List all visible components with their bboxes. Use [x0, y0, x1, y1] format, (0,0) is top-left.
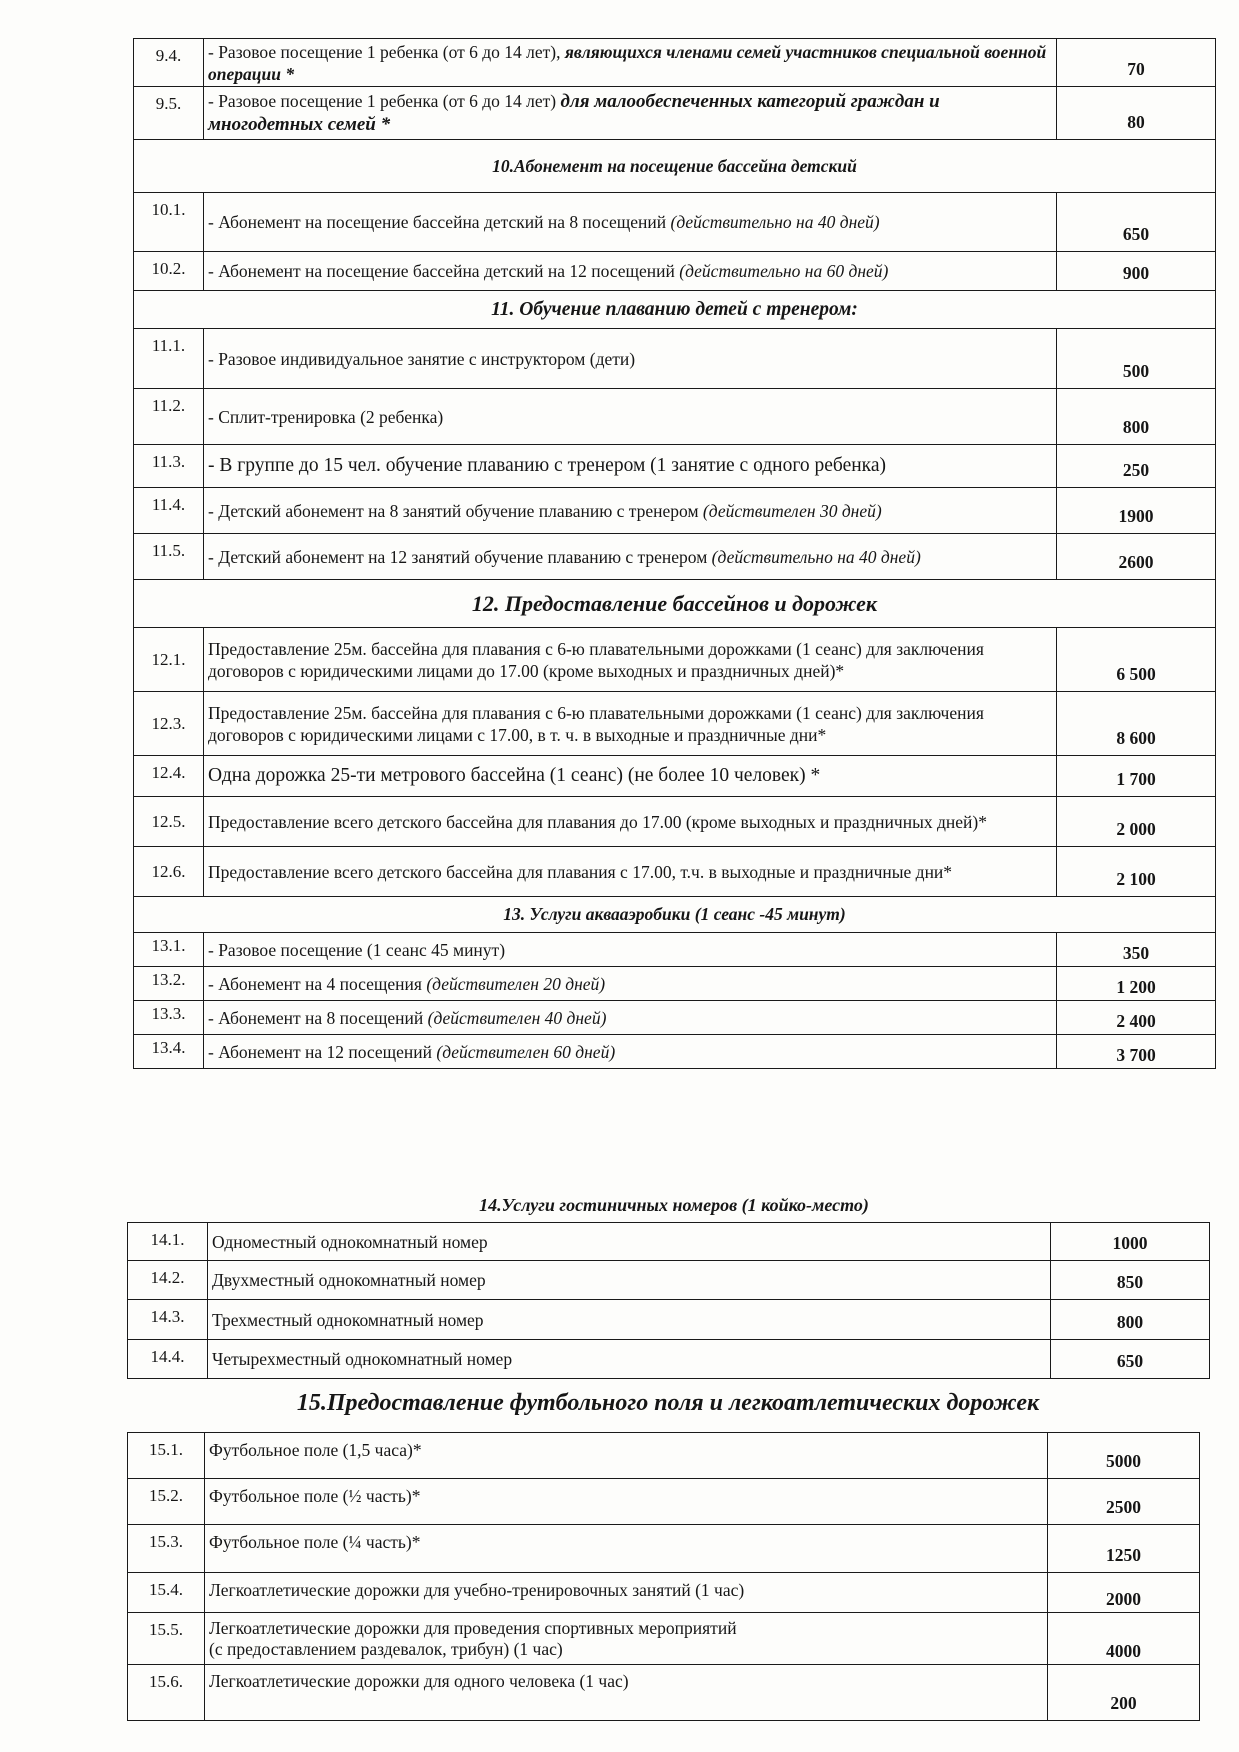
row-number: 13.1.: [134, 933, 204, 967]
row-number: 11.1.: [134, 329, 204, 389]
row-description: - Абонемент на 12 посещений (действителен 60 дней): [204, 1035, 1057, 1069]
row-number: 13.4.: [134, 1035, 204, 1069]
table-row: [134, 1035, 1216, 1069]
table-row: [128, 1261, 1210, 1300]
table-row: [134, 39, 1216, 87]
row-number: 12.4.: [134, 756, 204, 797]
price-table-stadium: [127, 1432, 1200, 1721]
table-row: [128, 1613, 1200, 1665]
row-number: 12.6.: [134, 847, 204, 897]
row-description: Одноместный однокомнатный номер: [208, 1223, 1051, 1261]
row-description: Легкоатлетические дорожки для одного человека (1 час): [205, 1665, 1048, 1721]
row-description: - Абонемент на посещение бассейна детский на 8 посещений (действительно на 40 дней): [204, 193, 1057, 252]
row-description: Футбольное поле (1,5 часа)*: [205, 1433, 1048, 1479]
row-description: - Сплит-тренировка (2 ребенка): [204, 389, 1057, 445]
row-price: 250: [1057, 445, 1216, 488]
row-price: 900: [1057, 252, 1216, 291]
row-description: Трехместный однокомнатный номер: [208, 1300, 1051, 1340]
row-price: 8 600: [1057, 692, 1216, 756]
row-price: 650: [1057, 193, 1216, 252]
table-row: [134, 488, 1216, 534]
table-row: [134, 1001, 1216, 1035]
row-price: 2 100: [1057, 847, 1216, 897]
row-description: - Абонемент на 8 посещений (действителен 40 дней): [204, 1001, 1057, 1035]
row-price: 800: [1051, 1300, 1210, 1340]
row-description: Одна дорожка 25-ти метрового бассейна (1 сеанс) (не более 10 человек) *: [204, 756, 1057, 797]
table-row: [134, 389, 1216, 445]
row-price: 1250: [1048, 1525, 1200, 1573]
row-number: 15.1.: [128, 1433, 205, 1479]
row-description: Легкоатлетические дорожки для учебно-тренировочных занятий (1 час): [205, 1573, 1048, 1613]
table-row: [128, 1479, 1200, 1525]
row-number: 10.1.: [134, 193, 204, 252]
row-number: 14.1.: [128, 1223, 208, 1261]
table-row: [134, 193, 1216, 252]
section-heading-row: [134, 140, 1216, 193]
section-15-title: 15.Предоставление футбольного поля и легкоатлетических дорожек: [296, 1390, 1040, 1416]
row-price: 650: [1051, 1340, 1210, 1379]
row-price: 2600: [1057, 534, 1216, 580]
row-number: 11.3.: [134, 445, 204, 488]
row-description: - Детский абонемент на 12 занятий обучение плаванию с тренером (действительно на 40 дней): [204, 534, 1057, 580]
row-description: - В группе до 15 чел. обучение плаванию с тренером (1 занятие с одного ребенка): [204, 445, 1057, 488]
row-number: 11.2.: [134, 389, 204, 445]
row-number: 15.6.: [128, 1665, 205, 1721]
row-description: - Разовое индивидуальное занятие с инструктором (дети): [204, 329, 1057, 389]
row-description: Предоставление 25м. бассейна для плавания с 6-ю плавательными дорожками (1 сеанс) для заключения договоров с юридическими лицами до 17.00 (кроме выходных и праздничных дней)*: [204, 628, 1057, 692]
row-description: Четырехместный однокомнатный номер: [208, 1340, 1051, 1379]
row-price: 4000: [1048, 1613, 1200, 1665]
table-row: [134, 797, 1216, 847]
row-description: Футбольное поле (¼ часть)*: [205, 1525, 1048, 1573]
table-row: [134, 756, 1216, 797]
row-price: 2 000: [1057, 797, 1216, 847]
row-description: - Разовое посещение (1 сеанс 45 минут): [204, 933, 1057, 967]
row-description: Предоставление всего детского бассейна для плавания до 17.00 (кроме выходных и праздничных дней)*: [204, 797, 1057, 847]
row-number: 15.4.: [128, 1573, 205, 1613]
row-number: 13.2.: [134, 967, 204, 1001]
row-description: Предоставление всего детского бассейна для плавания с 17.00, т.ч. в выходные и праздничные дни*: [204, 847, 1057, 897]
row-price: 1 700: [1057, 756, 1216, 797]
row-price: 2500: [1048, 1479, 1200, 1525]
table-row: [134, 329, 1216, 389]
section-heading-row: [134, 291, 1216, 329]
row-price: 5000: [1048, 1433, 1200, 1479]
row-price: 2000: [1048, 1573, 1200, 1613]
section-heading-row: [134, 897, 1216, 933]
table-row: [134, 252, 1216, 291]
row-number: 12.3.: [134, 692, 204, 756]
row-description: Футбольное поле (½ часть)*: [205, 1479, 1048, 1525]
row-description: - Абонемент на 4 посещения (действителен 20 дней): [204, 967, 1057, 1001]
row-price: 70: [1057, 39, 1216, 87]
section-10-title: 10.Абонемент на посещение бассейна детский: [134, 140, 1216, 193]
section-heading-row: [134, 580, 1216, 628]
table-row: [128, 1573, 1200, 1613]
table-row: [134, 933, 1216, 967]
row-price: 3 700: [1057, 1035, 1216, 1069]
table-row: [134, 534, 1216, 580]
section-12-title: 12. Предоставление бассейнов и дорожек: [134, 580, 1216, 628]
row-number: 12.5.: [134, 797, 204, 847]
section-13-title: 13. Услуги аквааэробики (1 сеанс -45 минут): [134, 897, 1216, 933]
row-price: 1 200: [1057, 967, 1216, 1001]
row-price: 6 500: [1057, 628, 1216, 692]
row-number: 13.3.: [134, 1001, 204, 1035]
row-price: 1000: [1051, 1223, 1210, 1261]
row-price: 350: [1057, 933, 1216, 967]
table-row: [128, 1340, 1210, 1379]
row-price: 2 400: [1057, 1001, 1216, 1035]
row-number: 15.5.: [128, 1613, 205, 1665]
row-number: 12.1.: [134, 628, 204, 692]
row-price: 800: [1057, 389, 1216, 445]
table-row: [128, 1433, 1200, 1479]
row-number: 9.4.: [134, 39, 204, 87]
row-number: 9.5.: [134, 87, 204, 140]
section-14-title: 14.Услуги гостиничных номеров (1 койко-место): [479, 1195, 869, 1215]
row-number: 14.3.: [128, 1300, 208, 1340]
table-row: [134, 628, 1216, 692]
row-description: - Абонемент на посещение бассейна детский на 12 посещений (действительно на 60 дней): [204, 252, 1057, 291]
row-number: 14.4.: [128, 1340, 208, 1379]
row-description: - Детский абонемент на 8 занятий обучение плаванию с тренером (действителен 30 дней): [204, 488, 1057, 534]
row-description: - Разовое посещение 1 ребенка (от 6 до 14 лет), являющихся членами семей участников специальной военной операции *: [204, 39, 1057, 87]
row-price: 850: [1051, 1261, 1210, 1300]
row-price: 500: [1057, 329, 1216, 389]
row-description: Легкоатлетические дорожки для проведения спортивных мероприятий (с предоставлением раздевалок, трибун) (1 час): [205, 1613, 1048, 1665]
row-price: 200: [1048, 1665, 1200, 1721]
price-table-pools: [133, 38, 1216, 1069]
row-number: 11.5.: [134, 534, 204, 580]
row-description: Предоставление 25м. бассейна для плавания с 6-ю плавательными дорожками (1 сеанс) для заключения договоров с юридическими лицами с 17.00, в т. ч. в выходные и праздничные дни*: [204, 692, 1057, 756]
table-row: [128, 1300, 1210, 1340]
row-number: 14.2.: [128, 1261, 208, 1300]
price-table-hotel: [127, 1222, 1210, 1379]
section-11-title: 11. Обучение плаванию детей с тренером:: [134, 291, 1216, 329]
row-price: 80: [1057, 87, 1216, 140]
row-description: - Разовое посещение 1 ребенка (от 6 до 14 лет) для малообеспеченных категорий граждан и многодетных семей *: [204, 87, 1057, 140]
table-row: [134, 445, 1216, 488]
row-number: 15.2.: [128, 1479, 205, 1525]
row-price: 1900: [1057, 488, 1216, 534]
table-row: [134, 87, 1216, 140]
row-number: 15.3.: [128, 1525, 205, 1573]
table-row: [128, 1525, 1200, 1573]
row-description: Двухместный однокомнатный номер: [208, 1261, 1051, 1300]
table-row: [134, 847, 1216, 897]
table-row: [128, 1223, 1210, 1261]
table-row: [134, 967, 1216, 1001]
table-row: [128, 1665, 1200, 1721]
row-number: 10.2.: [134, 252, 204, 291]
table-row: [134, 692, 1216, 756]
row-number: 11.4.: [134, 488, 204, 534]
